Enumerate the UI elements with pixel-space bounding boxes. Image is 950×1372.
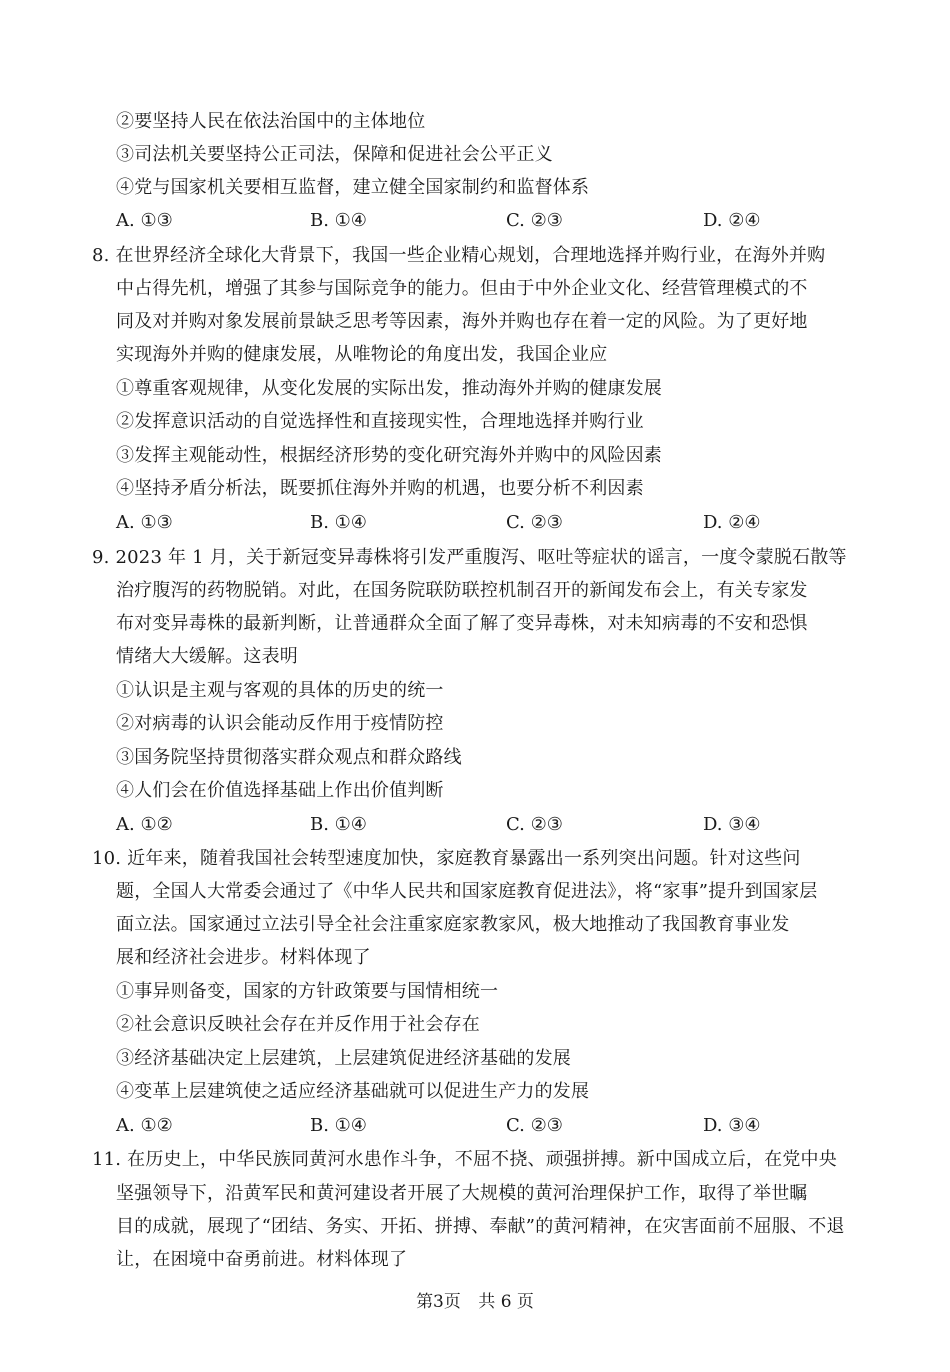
option-c: C. ②③ (506, 210, 563, 231)
option-d: D. ②④ (703, 210, 761, 231)
question-stem: 同及对并购对象发展前景缺乏思考等因素，海外并购也存在着一定的风险。为了更好地 (116, 311, 808, 332)
statement-line: ③发挥主观能动性，根据经济形势的变化研究海外并购中的风险因素 (116, 445, 662, 466)
page-total: 共 6 页 (478, 1292, 534, 1312)
option-a: A. ①② (116, 1115, 173, 1136)
question-stem: 情绪大大缓解。这表明 (116, 646, 298, 667)
statement-line: ④变革上层建筑使之适应经济基础就可以促进生产力的发展 (116, 1081, 590, 1102)
statement-line: ②对病毒的认识会能动反作用于疫情防控 (116, 713, 444, 734)
question-stem: 坚强领导下，沿黄军民和黄河建设者开展了大规模的黄河治理保护工作，取得了举世瞩 (116, 1183, 808, 1204)
statement-line: ④党与国家机关要相互监督，建立健全国家制约和监督体系 (116, 177, 590, 198)
question-stem: 中占得先机，增强了其参与国际竞争的能力。但由于中外企业文化、经营管理模式的不 (116, 278, 808, 299)
question-stem: 题，全国人大常委会通过了《中华人民共和国家庭教育促进法》，将“家事”提升到国家层 (116, 881, 818, 902)
statement-line: ②发挥意识活动的自觉选择性和直接现实性，合理地选择并购行业 (116, 411, 644, 432)
option-d: D. ③④ (703, 814, 761, 835)
statement-line: ①事异则备变，国家的方针政策要与国情相统一 (116, 981, 499, 1002)
question-stem: 11. 在历史上，中华民族同黄河水患作斗争，不屈不挠、顽强拼搏。新中国成立后，在党中央 (92, 1149, 837, 1170)
question-stem: 实现海外并购的健康发展，从唯物论的角度出发，我国企业应 (116, 344, 608, 365)
option-d: D. ③④ (703, 1115, 761, 1136)
option-a: A. ①③ (116, 512, 173, 533)
question-stem: 10. 近年来，随着我国社会转型速度加快，家庭教育暴露出一系列突出问题。针对这些问 (92, 848, 801, 869)
statement-line: ③国务院坚持贯彻落实群众观点和群众路线 (116, 747, 462, 768)
option-a: A. ①② (116, 814, 173, 835)
option-b: B. ①④ (310, 210, 367, 231)
option-a: A. ①③ (116, 210, 173, 231)
statement-line: ④坚持矛盾分析法，既要抓住海外并购的机遇，也要分析不利因素 (116, 478, 644, 499)
statement-line: ②要坚持人民在依法治国中的主体地位 (116, 111, 426, 132)
option-d: D. ②④ (703, 512, 761, 533)
page-number: 第3页 (416, 1292, 461, 1312)
question-stem: 面立法。国家通过立法引导全社会注重家庭家教家风，极大地推动了我国教育事业发 (116, 914, 790, 935)
question-stem: 展和经济社会进步。材料体现了 (116, 947, 371, 968)
statement-line: ①认识是主观与客观的具体的历史的统一 (116, 680, 444, 701)
option-b: B. ①④ (310, 1115, 367, 1136)
option-c: C. ②③ (506, 1115, 563, 1136)
option-b: B. ①④ (310, 814, 367, 835)
question-stem: 9. 2023 年 1 月，关于新冠变异毒株将引发严重腹泻、呕吐等症状的谣言，一度令蒙脱石散等 (92, 547, 847, 568)
option-b: B. ①④ (310, 512, 367, 533)
page-footer (0, 1290, 950, 1314)
statement-line: ③司法机关要坚持公正司法，保障和促进社会公平正义 (116, 144, 553, 165)
statement-line: ②社会意识反映社会存在并反作用于社会存在 (116, 1014, 480, 1035)
question-stem: 让，在困境中奋勇前进。材料体现了 (116, 1249, 408, 1270)
statement-line: ③经济基础决定上层建筑，上层建筑促进经济基础的发展 (116, 1048, 571, 1069)
statement-line: ④人们会在价值选择基础上作出价值判断 (116, 780, 444, 801)
statement-line: ①尊重客观规律，从变化发展的实际出发，推动海外并购的健康发展 (116, 378, 662, 399)
option-c: C. ②③ (506, 512, 563, 533)
question-stem: 8. 在世界经济全球化大背景下，我国一些企业精心规划，合理地选择并购行业，在海外并购 (92, 245, 826, 266)
question-stem: 布对变异毒株的最新判断，让普通群众全面了解了变异毒株，对未知病毒的不安和恐惧 (116, 613, 808, 634)
question-stem: 治疗腹泻的药物脱销。对此，在国务院联防联控机制召开的新闻发布会上，有关专家发 (116, 580, 808, 601)
question-stem: 目的成就，展现了“团结、务实、开拓、拼搏、奉献”的黄河精神，在灾害面前不屈服、不退 (116, 1216, 845, 1237)
option-c: C. ②③ (506, 814, 563, 835)
